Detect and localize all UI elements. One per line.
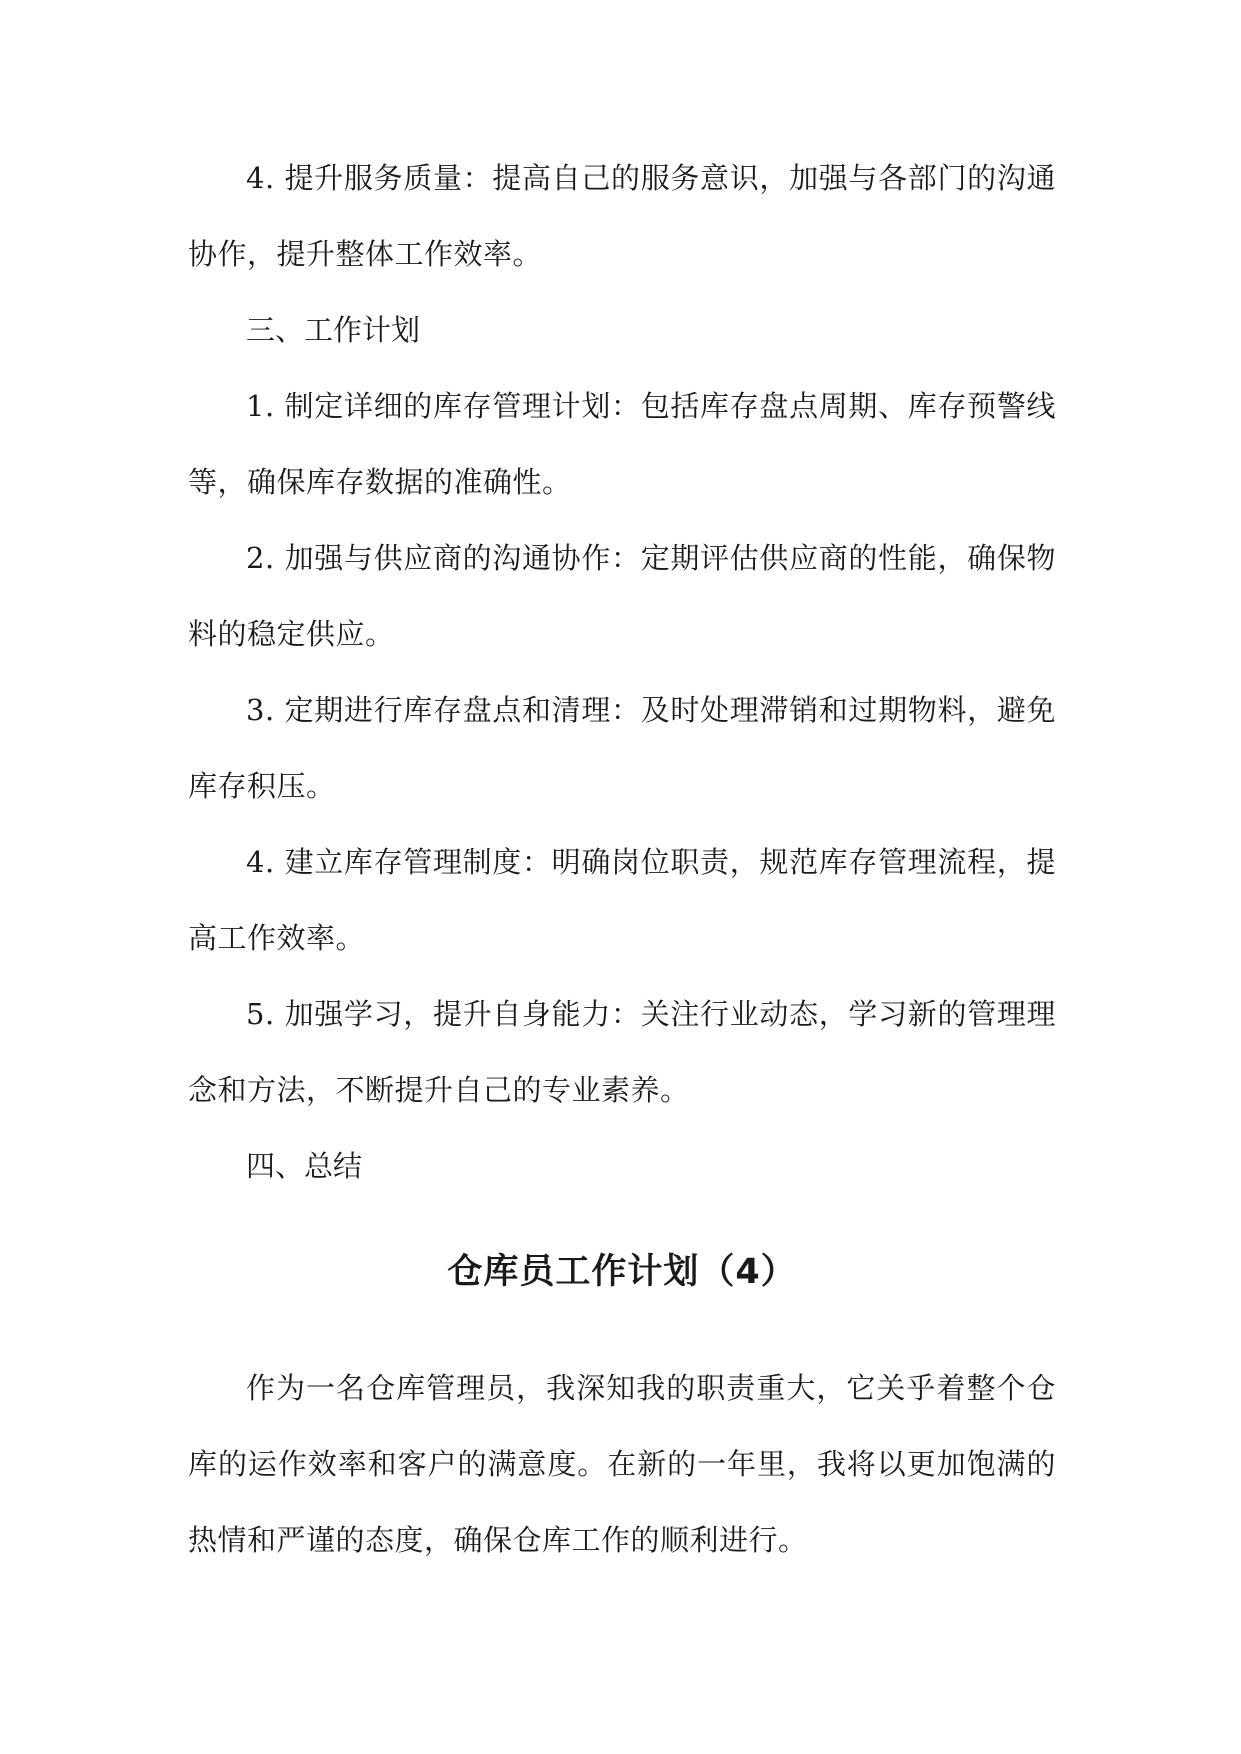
paragraph-service-quality: 4. 提升服务质量：提高自己的服务意识，加强与各部门的沟通协作，提升整体工作效率。 — [188, 161, 1056, 271]
plan-item-5: 5. 加强学习，提升自身能力：关注行业动态，学习新的管理理念和方法，不断提升自己的专业素养。 — [188, 997, 1056, 1107]
section-heading-summary: 四、总结 — [246, 1149, 363, 1183]
section-heading-work-plan: 三、工作计划 — [246, 313, 421, 347]
intro-paragraph: 作为一名仓库管理员，我深知我的职责重大，它关乎着整个仓库的运作效率和客户的满意度。在新的一年里，我将以更加饱满的热情和严谨的态度，确保仓库工作的顺利进行。 — [188, 1371, 1056, 1557]
plan-item-1: 1. 制定详细的库存管理计划：包括库存盘点周期、库存预警线等，确保库存数据的准确性。 — [188, 389, 1056, 499]
plan-item-4: 4. 建立库存管理制度：明确岗位职责，规范库存管理流程，提高工作效率。 — [188, 845, 1056, 955]
document-body — [188, 140, 1056, 1578]
plan-item-2: 2. 加强与供应商的沟通协作：定期评估供应商的性能，确保物料的稳定供应。 — [188, 541, 1056, 651]
document-title: 仓库员工作计划（4） — [447, 1252, 797, 1292]
plan-item-3: 3. 定期进行库存盘点和清理：及时处理滞销和过期物料，避免库存积压。 — [188, 693, 1056, 803]
